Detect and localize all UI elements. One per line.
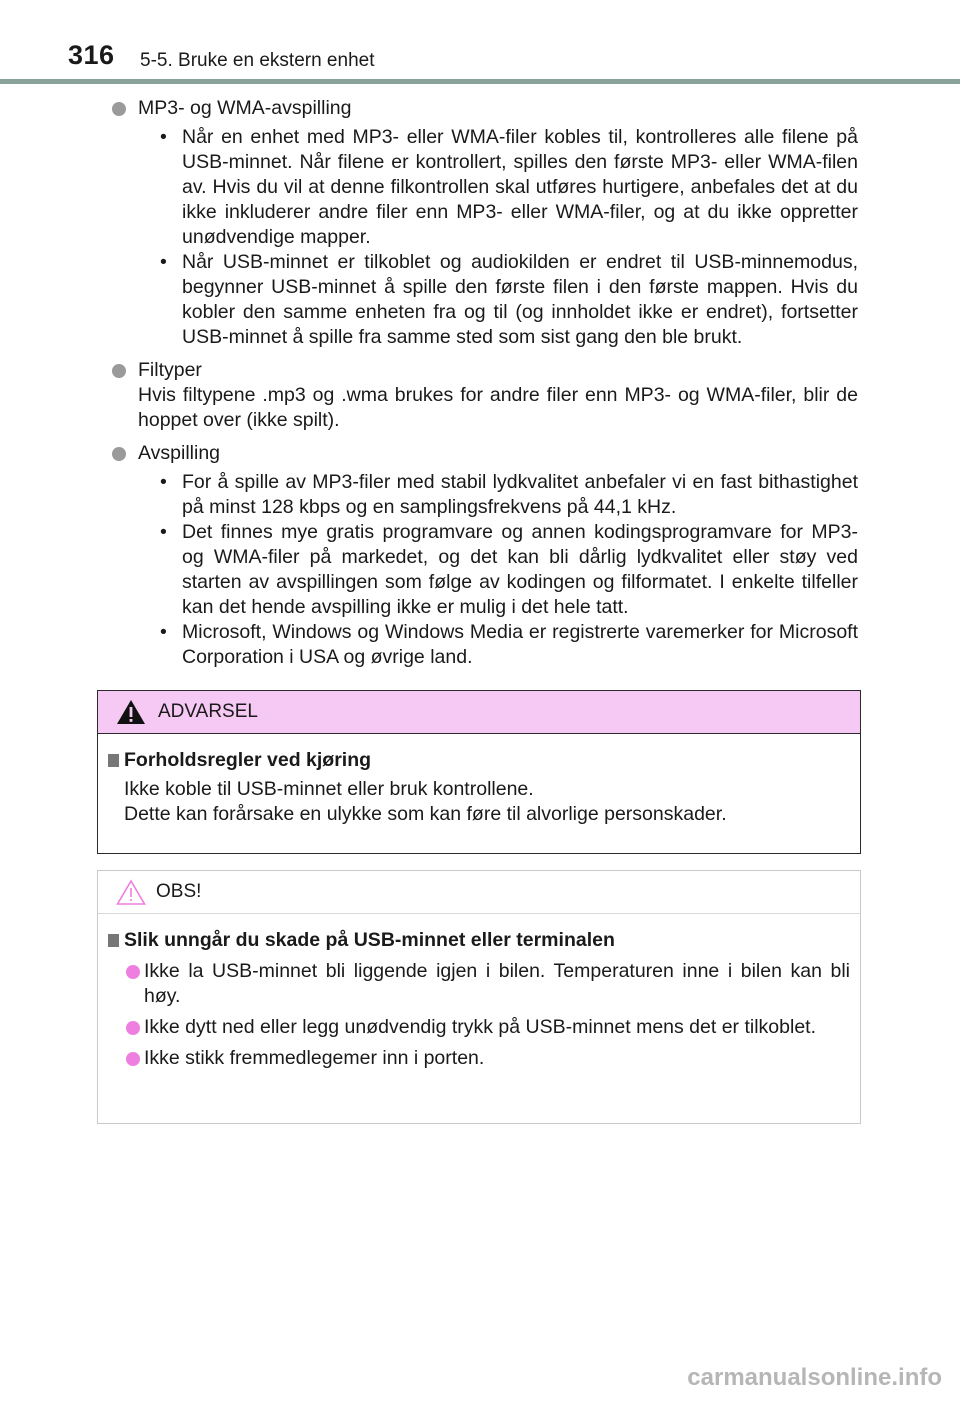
list-item xyxy=(108,1046,850,1071)
square-bullet-icon xyxy=(108,934,119,947)
notice-label: OBS! xyxy=(156,881,202,902)
watermark: carmanualsonline.info xyxy=(687,1364,942,1391)
notice-item-text: Ikke dytt ned eller legg unødvendig trykk på USB-minnet mens det er tilkoblet. xyxy=(144,1016,816,1038)
caution-triangle-icon xyxy=(116,879,146,905)
notice-item-text: Ikke la USB-minnet bli liggende igjen i bilen. Temperaturen inne i bilen kan bli høy. xyxy=(144,960,850,1007)
list-item: • Det finnes mye gratis programvare og annen kodingsprogramvare for MP3- og WMA-filer på markedet, og det kan bli dårlig lydkvalitet eller støy ved starten av avspillingen som følge av kodingen og filformatet. I enkelte tilfeller kan det hende avspilling ikke er mulig i det hele tatt. xyxy=(138,520,858,620)
topic-filetypes xyxy=(112,358,858,433)
notice-box xyxy=(97,870,861,1124)
page-number: 316 xyxy=(68,40,115,70)
square-bullet-icon xyxy=(108,754,119,767)
bullet-dot-icon xyxy=(126,1021,140,1035)
topic-title: Filtyper xyxy=(138,359,202,381)
topic-title: Avspilling xyxy=(138,442,221,464)
bullet-dot-icon xyxy=(126,1052,140,1066)
notice-heading xyxy=(108,928,850,953)
page-header xyxy=(68,40,948,80)
bullet-dot-icon xyxy=(126,965,140,979)
warning-label: ADVARSEL xyxy=(158,701,258,722)
topic-playback xyxy=(112,441,858,670)
notice-body xyxy=(98,914,860,1071)
warning-line: Dette kan forårsake en ulykke som kan føre til alvorlige personskader. xyxy=(124,803,727,825)
bullet-dot-icon xyxy=(112,447,126,461)
topic-text: Hvis filtypene .mp3 og .wma brukes for andre filer enn MP3- og WMA-filer, blir de hoppet over (ikke spilt). xyxy=(138,384,858,431)
bullet-dot-icon xyxy=(112,364,126,378)
topic-mp3-wma xyxy=(112,96,858,350)
topic-title: MP3- og WMA-avspilling xyxy=(138,97,352,119)
section-title: 5-5. Bruke en ekstern enhet xyxy=(140,50,375,71)
warning-box xyxy=(97,690,861,854)
bullet-list xyxy=(138,125,858,350)
main-content xyxy=(112,96,858,678)
list-item xyxy=(108,1015,850,1040)
warning-body xyxy=(98,734,860,827)
list-item: • Microsoft, Windows og Windows Media er registrerte varemerker for Microsoft Corporation i USA og øvrige land. xyxy=(138,620,858,670)
bullet-dot-icon xyxy=(112,102,126,116)
list-item xyxy=(108,959,850,1009)
notice-heading-text: Slik unngår du skade på USB-minnet eller terminalen xyxy=(124,929,615,951)
list-item: • Når en enhet med MP3- eller WMA-filer kobles til, kontrolleres alle filene på USB-minnet. Når filene er kontrollert, spilles den første MP3- eller WMA-filen av. Hvis du vil at denne filkontrollen skal utføres hurtigere, anbefales det at du ikke inkluderer andre filer enn MP3- eller WMA-filer, og at du ikke oppretter unødvendige mapper. xyxy=(138,125,858,250)
header-divider xyxy=(0,79,960,84)
warning-header xyxy=(98,691,860,734)
notice-item-text: Ikke stikk fremmedlegemer inn i porten. xyxy=(144,1047,485,1069)
bullet-list xyxy=(138,470,858,670)
warning-triangle-icon xyxy=(116,699,146,725)
notice-header xyxy=(98,871,860,914)
warning-heading xyxy=(108,748,850,773)
warning-line: Ikke koble til USB-minnet eller bruk kontrollene. xyxy=(124,778,534,800)
list-item: • For å spille av MP3-filer med stabil lydkvalitet anbefaler vi en fast bithastighet på minst 128 kbps og en samplingsfrekvens på 44,1 kHz. xyxy=(138,470,858,520)
warning-text xyxy=(108,777,850,827)
warning-heading-text: Forholdsregler ved kjøring xyxy=(124,749,372,771)
list-item: • Når USB-minnet er tilkoblet og audiokilden er endret til USB-minnemodus, begynner USB-minnet å spille den første filen i den første mappen. Hvis du kobler den samme enheten fra og til (og innholdet ikke er endret), fortsetter USB-minnet å spille fra samme sted som sist gang den ble brukt. xyxy=(138,250,858,350)
